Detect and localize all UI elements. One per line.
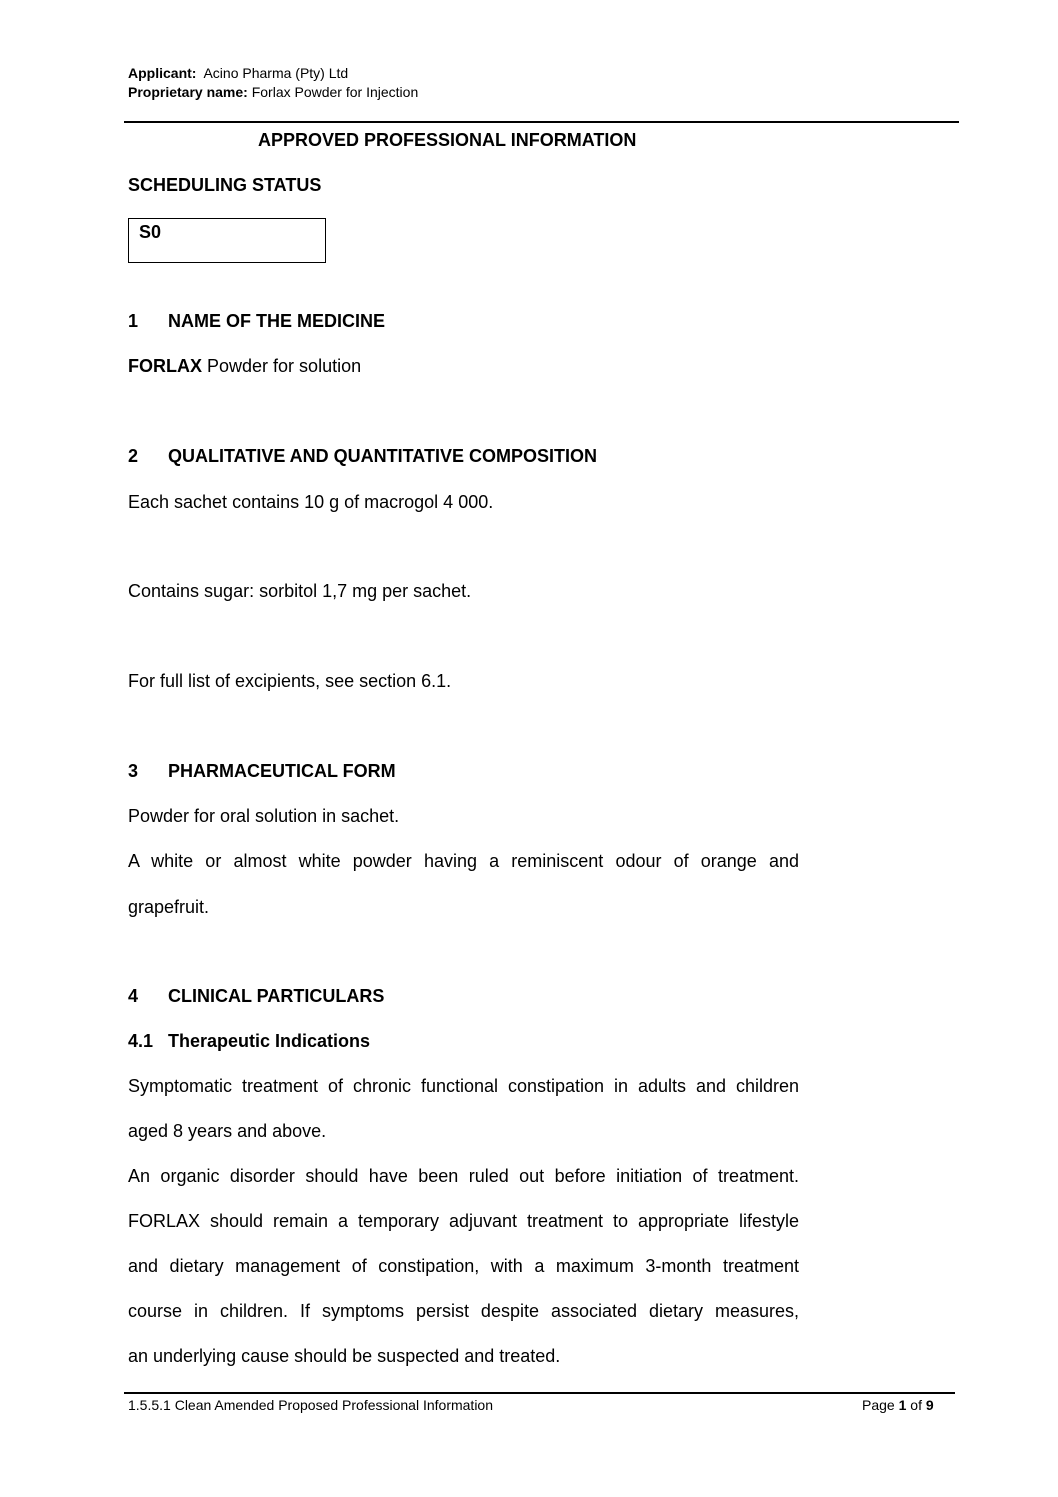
section-title: CLINICAL PARTICULARS <box>168 986 385 1006</box>
section-number: 1 <box>128 311 139 331</box>
footer-doc-reference: 1.5.5.1 Clean Amended Proposed Professional Information <box>128 1397 494 1413</box>
proprietary-name-line <box>128 83 418 101</box>
subsection-number: 4.1 <box>128 1031 154 1051</box>
indication-line: FORLAX should remain a temporary adjuvant treatment to appropriate lifestyle <box>128 1211 799 1231</box>
composition-text: Each sachet contains 10 g of macrogol 4 000. <box>128 492 494 512</box>
applicant-label: Applicant: <box>128 65 197 81</box>
indication-line: An organic disorder should have been ruled out before initiation of treatment. <box>128 1166 799 1186</box>
page-indicator <box>862 1397 934 1413</box>
indication-line: course in children. If symptoms persist despite associated dietary measures, <box>128 1301 799 1321</box>
indication-line: aged 8 years and above. <box>128 1121 327 1141</box>
page-of: of <box>910 1397 922 1413</box>
page-prefix: Page <box>862 1397 895 1413</box>
form-text: Powder for oral solution in sachet. <box>128 806 400 826</box>
subsection-title: Therapeutic Indications <box>168 1031 371 1051</box>
medicine-name <box>128 356 361 377</box>
section-number: 3 <box>128 761 139 781</box>
excipients-reference-text: For full list of excipients, see section 6.1. <box>128 671 452 691</box>
section-title: QUALITATIVE AND QUANTITATIVE COMPOSITION <box>168 446 597 466</box>
header-rule <box>124 121 959 123</box>
section-2-heading <box>128 446 597 467</box>
indication-line: and dietary management of constipation, with a maximum 3-month treatment <box>128 1256 799 1276</box>
section-title: PHARMACEUTICAL FORM <box>168 761 396 781</box>
scheduling-status-box <box>128 218 326 263</box>
footer-rule <box>124 1392 955 1394</box>
applicant-line <box>128 64 348 82</box>
section-1-heading <box>128 311 385 332</box>
page-current: 1 <box>898 1397 907 1413</box>
document-title: APPROVED PROFESSIONAL INFORMATION <box>258 130 637 150</box>
scheduling-status-value: S0 <box>139 222 162 242</box>
sugar-content-text: Contains sugar: sorbitol 1,7 mg per sachet. <box>128 581 472 601</box>
indication-line: Symptomatic treatment of chronic functional constipation in adults and children <box>128 1076 799 1096</box>
subsection-4-1-heading <box>128 1031 370 1052</box>
proprietary-value: Forlax Powder for Injection <box>251 84 419 100</box>
page-total: 9 <box>925 1397 934 1413</box>
section-3-heading <box>128 761 396 782</box>
description-line-1: A white or almost white powder having a reminiscent odour of orange and <box>128 851 799 871</box>
section-number: 2 <box>128 446 139 466</box>
proprietary-label: Proprietary name: <box>128 84 248 100</box>
applicant-value: Acino Pharma (Pty) Ltd <box>203 65 349 81</box>
section-4-heading <box>128 986 384 1007</box>
indication-line: an underlying cause should be suspected and treated. <box>128 1346 561 1366</box>
medicine-form: Powder for solution <box>207 356 362 376</box>
description-line-2: grapefruit. <box>128 897 210 917</box>
brand-name: FORLAX <box>128 356 202 376</box>
scheduling-heading: SCHEDULING STATUS <box>128 175 322 195</box>
section-number: 4 <box>128 986 139 1006</box>
section-title: NAME OF THE MEDICINE <box>168 311 386 331</box>
